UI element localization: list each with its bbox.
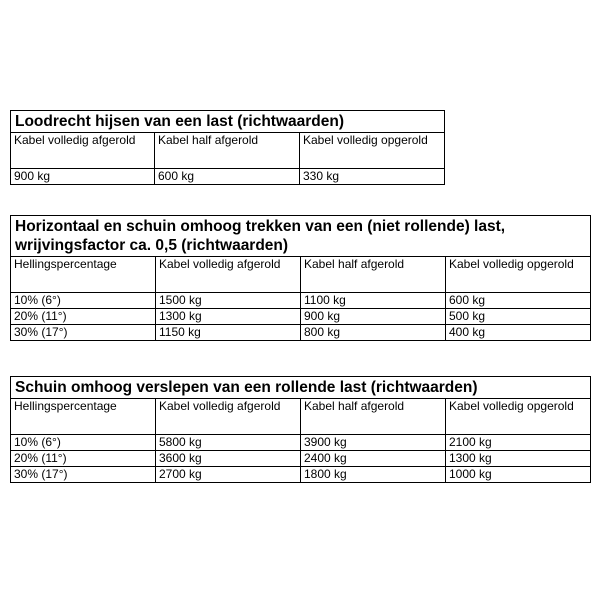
column-header: Kabel volledig opgerold: [446, 399, 591, 435]
table-row: [11, 451, 591, 467]
column-header: Kabel half afgerold: [301, 399, 446, 435]
table-title: Loodrecht hijsen van een last (richtwaarden): [11, 111, 445, 133]
table-cell: 20% (11°): [11, 309, 156, 325]
column-header: Hellingspercentage: [11, 257, 156, 293]
table-cell: 500 kg: [446, 309, 591, 325]
table-cell: 400 kg: [446, 325, 591, 341]
column-header: Kabel volledig afgerold: [156, 257, 301, 293]
table-cell: 1300 kg: [446, 451, 591, 467]
table-row: [11, 309, 591, 325]
rolling-load-table: [10, 376, 591, 483]
table-cell: 2100 kg: [446, 435, 591, 451]
table-cell: 800 kg: [301, 325, 446, 341]
table-cell: 330 kg: [300, 169, 445, 185]
horizontal-pulling-table: [10, 215, 591, 341]
table-title: Horizontaal en schuin omhoog trekken van een (niet rollende) last, wrijvingsfactor ca. 0,5 (richtwaarden): [11, 216, 591, 257]
column-header: Kabel volledig afgerold: [11, 133, 155, 169]
table-cell: 10% (6°): [11, 293, 156, 309]
table-cell: 600 kg: [446, 293, 591, 309]
table-title: Schuin omhoog verslepen van een rollende last (richtwaarden): [11, 377, 591, 399]
table-cell: 3900 kg: [301, 435, 446, 451]
table-row: [11, 435, 591, 451]
table-cell: 3600 kg: [156, 451, 301, 467]
table-cell: 10% (6°): [11, 435, 156, 451]
column-header: Kabel volledig opgerold: [300, 133, 445, 169]
table-cell: 900 kg: [11, 169, 155, 185]
table-cell: 5800 kg: [156, 435, 301, 451]
table-cell: 20% (11°): [11, 451, 156, 467]
table-cell: 1300 kg: [156, 309, 301, 325]
table-row: [11, 467, 591, 483]
table-cell: 30% (17°): [11, 325, 156, 341]
column-header: Hellingspercentage: [11, 399, 156, 435]
table-cell: 1800 kg: [301, 467, 446, 483]
column-header: Kabel half afgerold: [155, 133, 300, 169]
table-row: [11, 293, 591, 309]
column-header: Kabel volledig afgerold: [156, 399, 301, 435]
table-cell: 2700 kg: [156, 467, 301, 483]
table-row: [11, 169, 445, 185]
table-cell: 600 kg: [155, 169, 300, 185]
table-cell: 2400 kg: [301, 451, 446, 467]
table-cell: 1000 kg: [446, 467, 591, 483]
table-cell: 1500 kg: [156, 293, 301, 309]
table-cell: 900 kg: [301, 309, 446, 325]
table-row: [11, 325, 591, 341]
column-header: Kabel volledig opgerold: [446, 257, 591, 293]
column-header: Kabel half afgerold: [301, 257, 446, 293]
table-cell: 1100 kg: [301, 293, 446, 309]
table-cell: 30% (17°): [11, 467, 156, 483]
table-cell: 1150 kg: [156, 325, 301, 341]
vertical-lifting-table: [10, 110, 445, 185]
